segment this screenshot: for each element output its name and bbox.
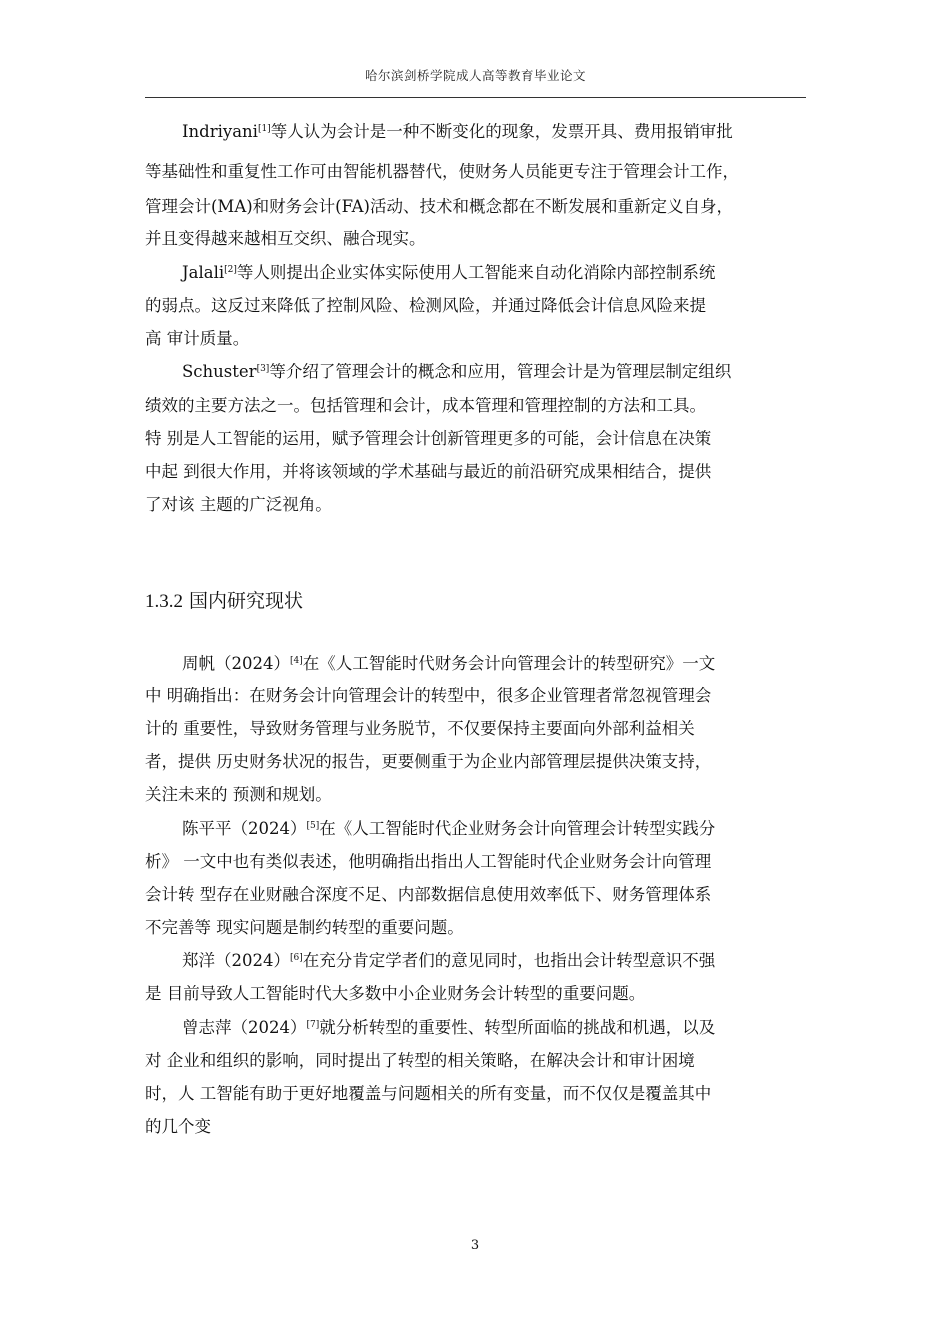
paragraph-3-line-5: 了对该 主题的广泛视角。 bbox=[145, 495, 332, 514]
paragraph-1-line-2: 等基础性和重复性工作可由智能机器替代，使财务人员能更专注于管理会计工作， bbox=[145, 162, 739, 181]
author-name: 曾志萍（2024） bbox=[182, 1018, 307, 1037]
paragraph-7-line-3: 时，人 工智能有助于更好地覆盖与问题相关的所有变量，而不仅仅是覆盖其中 bbox=[145, 1084, 712, 1103]
paragraph-3-line-4: 中起 到很大作用，并将该领域的学术基础与最近的前沿研究成果相结合，提供 bbox=[145, 462, 712, 481]
paragraph-5-line-4: 不完善等 现实问题是制约转型的重要问题。 bbox=[145, 918, 464, 937]
section-heading bbox=[145, 586, 303, 613]
paragraph-7-line-2: 对 企业和组织的影响，同时提出了转型的相关策略，在解决会计和审计困境 bbox=[145, 1051, 695, 1070]
section-number: 1.3.2 bbox=[145, 591, 183, 612]
author-name: Indriyani bbox=[182, 122, 258, 141]
citation-ref: [6] bbox=[290, 953, 303, 963]
citation-ref: [3] bbox=[256, 364, 270, 374]
author-name: 周帆（2024） bbox=[182, 654, 290, 673]
paragraph-4-line-3: 计的 重要性，导致财务管理与业务脱节，不仅要保持主要面向外部利益相关 bbox=[145, 719, 695, 738]
author-name: Jalali bbox=[182, 263, 225, 282]
paragraph-2-line-2: 的弱点。这反过来降低了控制风险、检测风险，并通过降低会计信息风险来提 bbox=[145, 296, 706, 315]
citation-ref: [1] bbox=[257, 124, 271, 134]
paragraph-5-line-3: 会计转 型存在业财融合深度不足、内部数据信息使用效率低下、财务管理体系 bbox=[145, 885, 712, 904]
page-number: 3 bbox=[470, 1238, 480, 1253]
paragraph-1-line-1: Indriyani[1]等人认为会计是一种不断变化的现象，发票开具、费用报销审批 bbox=[182, 122, 733, 141]
paragraph-5-line-2: 析》 一文中也有类似表述，他明确指出指出人工智能时代企业财务会计向管理 bbox=[145, 852, 712, 871]
author-name: 郑洋（2024） bbox=[182, 951, 290, 970]
paragraph-4-line-4: 者，提供 历史财务状况的报告，更要侧重于为企业内部管理层提供决策支持， bbox=[145, 752, 712, 771]
paragraph-7-line-4: 的几个变 bbox=[145, 1117, 211, 1136]
author-name: Schuster bbox=[182, 362, 257, 381]
author-name: 陈平平（2024） bbox=[182, 819, 307, 838]
paragraph-7-line-1: 曾志萍（2024）[7]就分析转型的重要性、转型所面临的挑战和机遇，以及 bbox=[182, 1018, 716, 1037]
running-header: 哈尔滨剑桥学院成人高等教育毕业论文 bbox=[364, 68, 586, 83]
paragraph-3-line-2: 绩效的主要方法之一。包括管理和会计，成本管理和管理控制的方法和工具。 bbox=[145, 396, 706, 415]
citation-ref: [7] bbox=[306, 1020, 320, 1030]
citation-ref: [2] bbox=[224, 265, 237, 275]
paragraph-2-line-3: 高 审计质量。 bbox=[145, 329, 250, 348]
citation-ref: [4] bbox=[290, 656, 303, 666]
paragraph-1-line-4: 并且变得越来越相互交织、融合现实。 bbox=[145, 229, 426, 248]
paragraph-4-line-1: 周帆（2024）[4]在《人工智能时代财务会计向管理会计的转型研究》一文 bbox=[182, 654, 716, 673]
section-title: 国内研究现状 bbox=[189, 590, 304, 612]
paragraph-3-line-1: Schuster[3]等介绍了管理会计的概念和应用，管理会计是为管理层制定组织 bbox=[182, 362, 732, 381]
paragraph-4-line-2: 中 明确指出：在财务会计向管理会计的转型中，很多企业管理者常忽视管理会 bbox=[145, 686, 712, 705]
paragraph-6-line-1: 郑洋（2024）[6]在充分肯定学者们的意见同时，也指出会计转型意识不强 bbox=[182, 951, 716, 970]
header-rule bbox=[145, 97, 806, 98]
paragraph-1-line-3: 管理会计(MA)和财务会计(FA)活动、技术和概念都在不断发展和重新定义自身， bbox=[145, 197, 733, 216]
citation-ref: [5] bbox=[306, 821, 320, 831]
paragraph-4-line-5: 关注未来的 预测和规划。 bbox=[145, 785, 332, 804]
paragraph-2-line-1: Jalali[2]等人则提出企业实体实际使用人工智能来自动化消除内部控制系统 bbox=[182, 263, 716, 282]
paragraph-6-line-2: 是 目前导致人工智能时代大多数中小企业财务会计转型的重要问题。 bbox=[145, 984, 646, 1003]
paragraph-3-line-3: 特 别是人工智能的运用，赋予管理会计创新管理更多的可能，会计信息在决策 bbox=[145, 429, 712, 448]
paragraph-5-line-1: 陈平平（2024）[5]在《人工智能时代企业财务会计向管理会计转型实践分 bbox=[182, 819, 716, 838]
